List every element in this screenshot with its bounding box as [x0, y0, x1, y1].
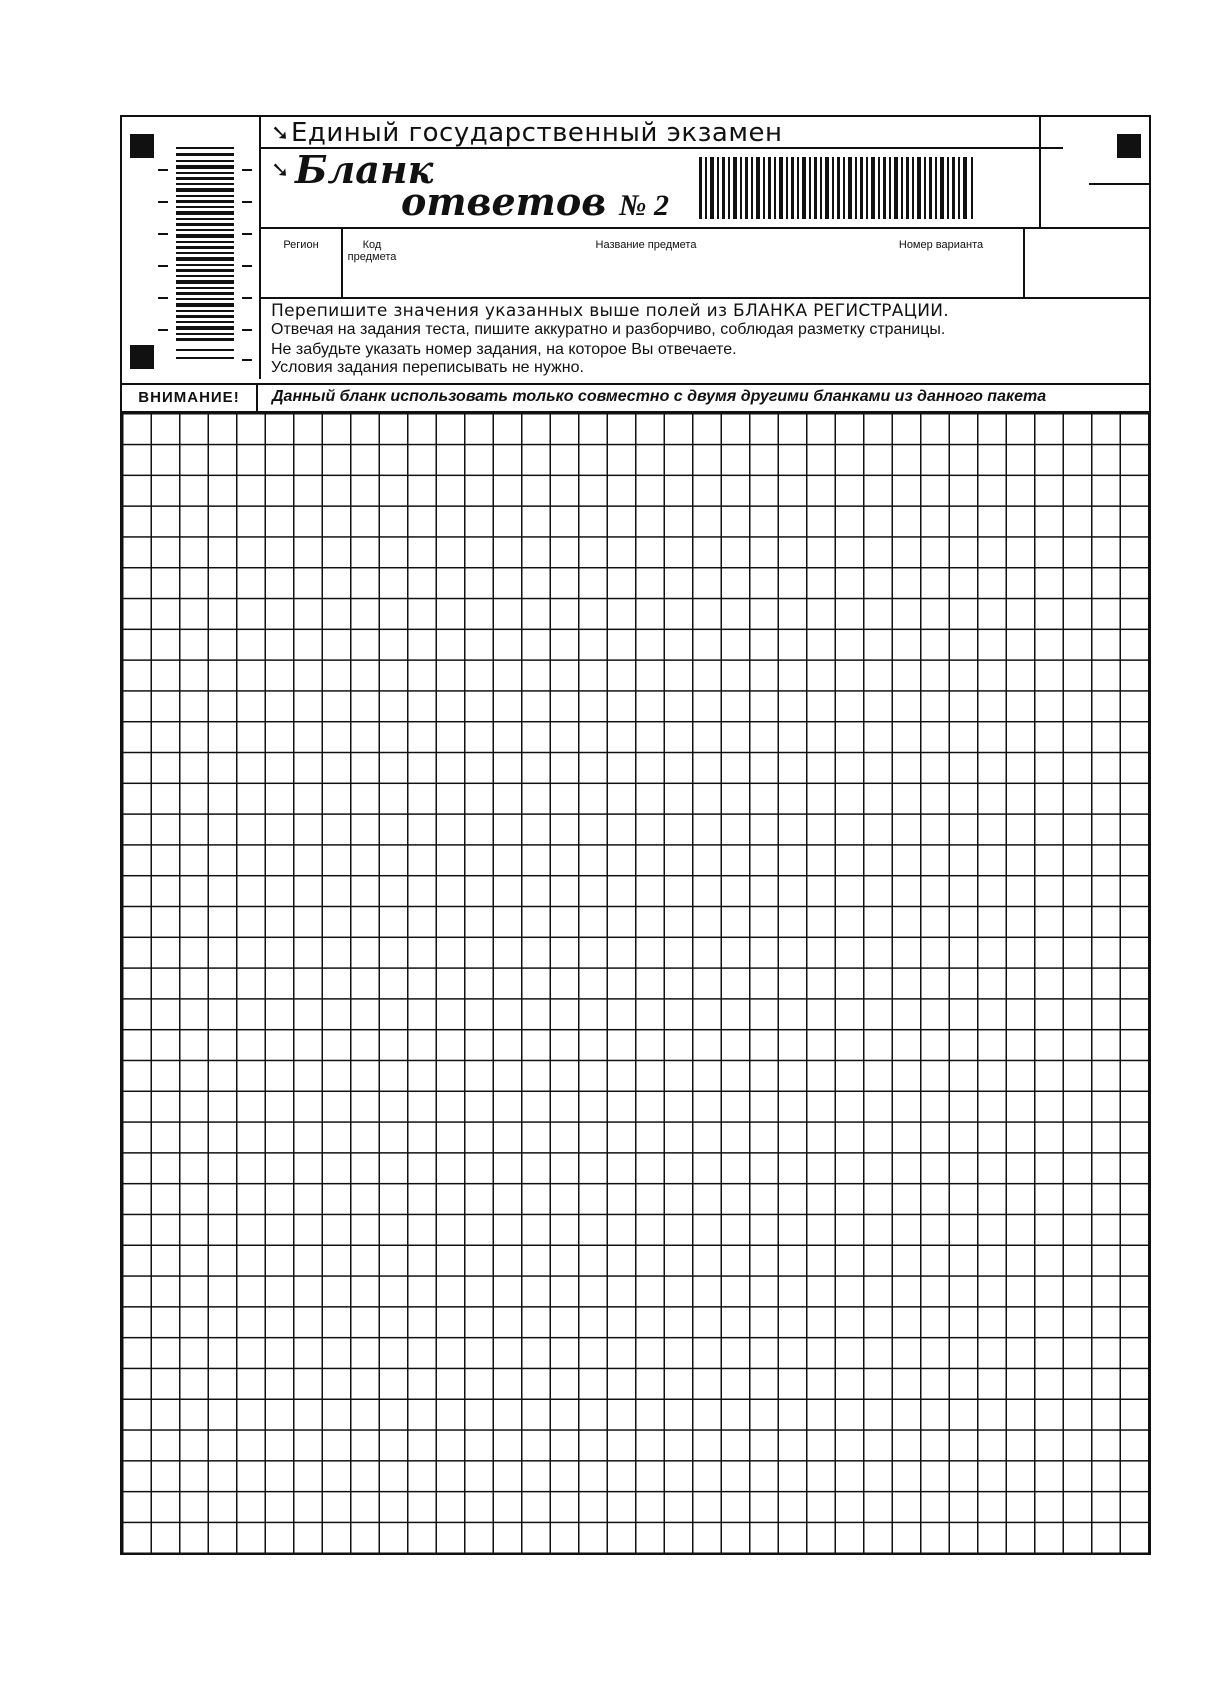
- instruction-line-1: Перепишите значения указанных выше полей из БЛАНКА РЕГИСТРАЦИИ.: [271, 301, 949, 321]
- subject-code-label-line2: предмета: [347, 251, 397, 263]
- blank-title-line2: ответов: [401, 179, 607, 224]
- blank-title: [259, 149, 1063, 227]
- corner-line: [1089, 183, 1149, 185]
- region-field[interactable]: [261, 229, 343, 297]
- arrow-icon: ➘: [271, 120, 290, 145]
- variant-number-field[interactable]: [1023, 229, 1153, 297]
- blank-title-line1: Бланк: [295, 147, 434, 192]
- blank-number: № 2: [619, 189, 669, 222]
- instruction-line-3: Не забудьте указать номер задания, на которое Вы отвечаете.: [271, 341, 737, 358]
- subject-code-label-line1: Код: [362, 239, 382, 251]
- instruction-line-2: Отвечая на задания теста, пишите аккуратно и разборчиво, соблюдая разметку страницы.: [271, 321, 946, 338]
- attention-message: Данный бланк использовать только совместно с двумя другими бланками из данного пакета: [272, 388, 1047, 405]
- attention-tag: ВНИМАНИЕ!: [122, 385, 258, 411]
- side-barcode: [158, 139, 258, 375]
- exam-title: Единый государственный экзамен: [291, 118, 783, 148]
- alignment-marker-bottom-left: [130, 345, 154, 369]
- variant-number-label: Номер варианта: [898, 239, 984, 251]
- fields-row: [259, 227, 1151, 299]
- subject-name-field[interactable]: [511, 229, 781, 297]
- instructions-block: [259, 299, 1151, 379]
- region-label: Регион: [283, 239, 319, 251]
- variant-number-label-area: [861, 229, 1021, 297]
- answer-grid[interactable]: [122, 413, 1149, 1553]
- subject-code-field[interactable]: [341, 229, 403, 297]
- instruction-line-4: Условия задания переписывать не нужно.: [271, 359, 584, 376]
- subject-name-label: Название предмета: [595, 239, 697, 251]
- top-barcode: [699, 157, 977, 219]
- alignment-marker-top-left: [130, 134, 154, 158]
- attention-bar: [122, 383, 1149, 413]
- sheet-header: [122, 117, 1149, 383]
- arrow-icon: ➘: [271, 157, 290, 182]
- subject-code-label: [341, 239, 403, 263]
- answer-sheet: [120, 115, 1151, 1555]
- exam-title-row: [259, 117, 1063, 149]
- alignment-marker-top-right: [1117, 134, 1141, 158]
